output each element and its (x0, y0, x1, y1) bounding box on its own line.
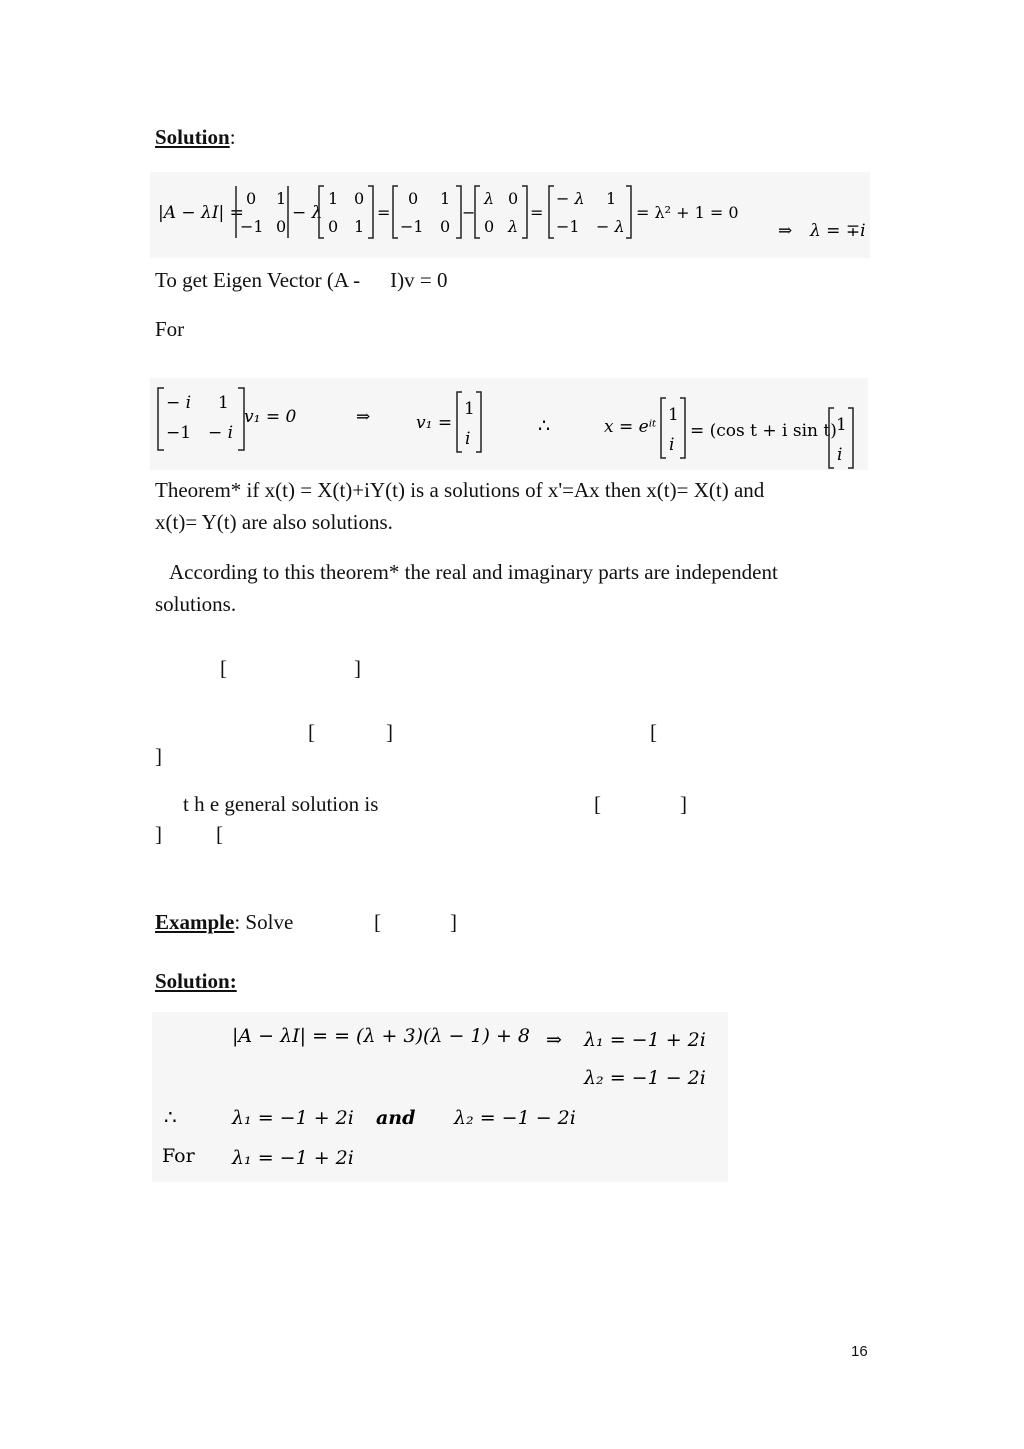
bracket-open-1: [ (220, 656, 227, 680)
bracket-open-6: [ (374, 910, 381, 934)
eigen-vector-line (155, 264, 448, 296)
example-text: : Solve (234, 910, 294, 934)
theorem-line-2: x(t)= Y(t) are also solutions. (155, 510, 393, 534)
eigen-vector-part2: I)v = 0 (390, 268, 448, 292)
according-line-1: According to this theorem* the real and imaginary parts are independent (169, 560, 778, 584)
eq2-vec3-b: i (837, 445, 843, 465)
eq2-v1-eq: v₁ = 0 (244, 407, 297, 427)
eq1-m5-a: − λ (556, 189, 585, 208)
eq1-m4-a: λ (484, 189, 495, 208)
eq1-m4-b: 0 (508, 189, 519, 208)
eq1-m1-c: −1 (240, 217, 264, 236)
eq3-implies: ⇒ (546, 1029, 562, 1051)
eq1-roots: λ = ∓i (810, 221, 866, 241)
eq1-eq-a: = (377, 203, 391, 222)
bracket-open-5: [ (216, 822, 223, 846)
equation-1-svg (150, 172, 870, 258)
bracket-close-2: ] (386, 720, 393, 744)
eq2-m1-a: − i (166, 393, 192, 413)
eq3-l1c: λ₁ = −1 + 2i (232, 1147, 354, 1169)
eq2-m1-b: 1 (218, 393, 229, 413)
example-heading: Example (155, 910, 235, 934)
eq1-m1-b: 1 (276, 189, 287, 208)
bracket-close-6: ] (450, 910, 457, 934)
eq2-v1: v₁ = (416, 413, 453, 433)
eq2-implies: ⇒ (356, 407, 371, 427)
eq3-l2: λ₂ = −1 − 2i (584, 1067, 706, 1089)
eq2-vec2-a: 1 (668, 405, 679, 425)
eq1-m3-d: 0 (440, 217, 451, 236)
eq1-m2-d: 1 (354, 217, 365, 236)
for-label-1: For (155, 317, 185, 341)
solution-heading-line (155, 121, 236, 153)
eq2-m1-c: −1 (166, 423, 192, 443)
eq1-m5-c: −1 (556, 217, 580, 236)
solution-heading: Solution (155, 125, 230, 149)
eq2-vec2-b: i (669, 435, 675, 455)
eq1-implies: ⇒ (778, 221, 793, 241)
eq3-and: and (376, 1107, 416, 1129)
eq2-vec-a: 1 (464, 399, 475, 419)
eq3-l1b: λ₁ = −1 + 2i (232, 1107, 354, 1129)
eq1-eq-b: = (530, 203, 544, 222)
eq2-cos-sin: = (cos t + i sin t) (690, 421, 837, 441)
example-line (155, 906, 293, 938)
bracket-close-1: ] (354, 656, 361, 680)
equation-image-1 (150, 172, 870, 258)
bracket-open-4: [ (594, 792, 601, 816)
bracket-open-3: [ (650, 720, 657, 744)
according-line-2: solutions. (155, 592, 237, 616)
eq2-vec3-a: 1 (836, 415, 847, 435)
eigen-vector-part1: To get Eigen Vector (A - (155, 268, 361, 292)
bracket-close-4: ] (680, 792, 687, 816)
eq1-m5-b: 1 (606, 189, 617, 208)
eq1-minus-lambda: − λ (292, 203, 323, 223)
bracket-close-5: ] (155, 822, 162, 846)
eq2-m1-d: − i (208, 423, 234, 443)
bracket-open-2: [ (308, 720, 315, 744)
eq3-l2b: λ₂ = −1 − 2i (454, 1107, 576, 1129)
equation-image-3 (152, 1012, 728, 1182)
colon: : (229, 125, 236, 149)
eq1-det: |A − λI| = (158, 203, 244, 223)
eq1-m2-a: 1 (328, 189, 339, 208)
eq1-result: = λ² + 1 = 0 (636, 203, 739, 222)
eq1-m3-b: 1 (440, 189, 451, 208)
eq2-x-eq: x = eⁱᵗ (604, 417, 657, 437)
eq1-m1-a: 0 (246, 189, 257, 208)
equation-2-svg (150, 378, 868, 470)
eq3-for: For (162, 1145, 195, 1167)
equation-image-2 (150, 378, 868, 470)
eq2-vec-b: i (465, 429, 471, 449)
eq1-m4-d: λ (508, 217, 519, 236)
eq2-therefore: ∴ (538, 415, 551, 437)
eq3-l1: λ₁ = −1 + 2i (584, 1029, 706, 1051)
eq1-m3-a: 0 (408, 189, 419, 208)
eq1-m3-c: −1 (400, 217, 424, 236)
theorem-line-1: Theorem* if x(t) = X(t)+iY(t) is a solutions of x'=Ax then x(t)= X(t) and (155, 478, 765, 502)
solution2-heading: Solution: (155, 969, 237, 993)
bracket-close-3: ] (155, 744, 162, 768)
eq1-m1-d: 0 (276, 217, 287, 236)
eq1-minus: − (462, 203, 476, 222)
eq1-m2-b: 0 (354, 189, 365, 208)
eq3-det: |A − λI| = = (λ + 3)(λ − 1) + 8 (232, 1025, 531, 1047)
equation-3-svg (152, 1012, 728, 1182)
eq3-therefore: ∴ (164, 1105, 177, 1129)
page-number: 16 (851, 1343, 868, 1360)
eq1-m4-c: 0 (484, 217, 495, 236)
eq1-m5-d: − λ (596, 217, 625, 236)
general-solution-text: t h e general solution is (183, 792, 379, 816)
eq1-m2-c: 0 (328, 217, 339, 236)
